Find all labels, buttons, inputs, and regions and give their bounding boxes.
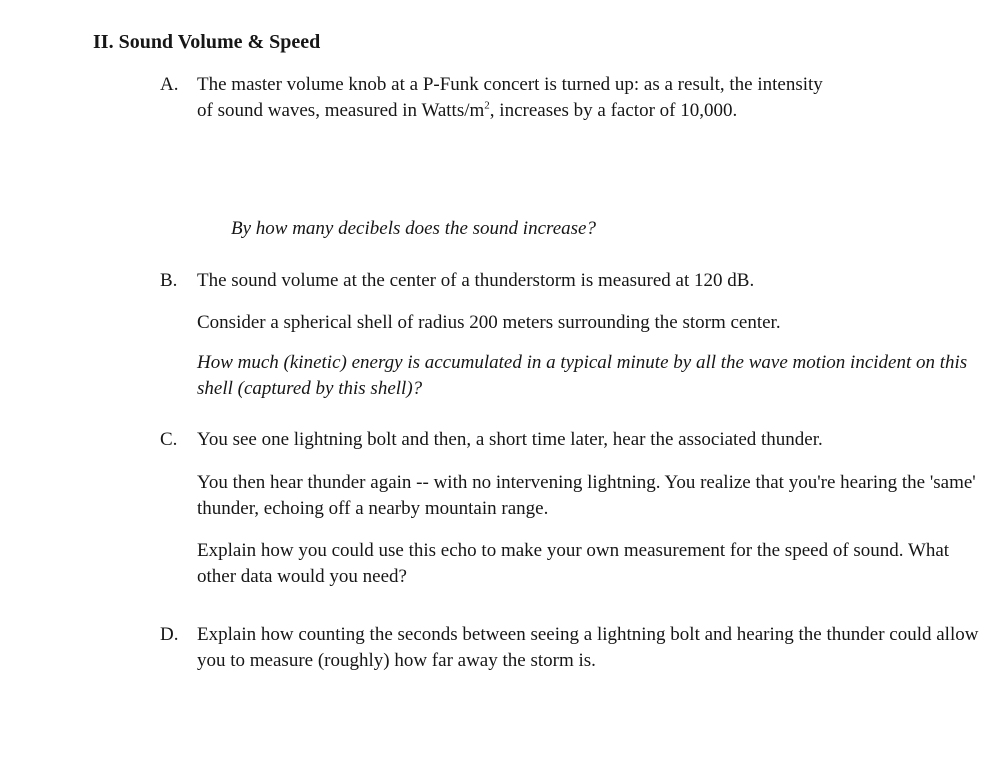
section-title: II. Sound Volume & Speed [93,31,321,53]
problem-a-marker: A. [160,74,179,95]
problem-a-superscript: 2 [484,99,490,112]
problem-a-question: By how many decibels does the sound increase? [231,218,596,239]
problem-d-marker: D. [160,624,179,645]
problem-d [160,622,990,674]
problem-a-line2-post: , increases by a factor of 10,000. [489,100,738,121]
problem-b-question: How much (kinetic) energy is accumulated in a typical minute by all the wave motion incident on this shell (captured by this shell)? [197,352,968,399]
problem-a-text [197,72,987,124]
problem-a [160,72,990,124]
problem-c-marker: C. [160,429,178,450]
problem-a-line2-pre: of sound waves, measured in Watts/m [197,100,485,121]
problem-c [160,427,990,590]
problem-d-para1: Explain how counting the seconds between seeing a lightning bolt and hearing the thunder could allow you to measure (roughly) how far away the storm is. [197,624,979,671]
problem-c-para1: You see one lightning bolt and then, a short time later, hear the associated thunder. [197,429,823,450]
problem-c-para3: Explain how you could use this echo to make your own measurement for the speed of sound. What other data would you need? [197,540,950,587]
problem-b-para1: The sound volume at the center of a thunderstorm is measured at 120 dB. [197,270,755,291]
problem-b-marker: B. [160,270,178,291]
problem-c-para2: You then hear thunder again -- with no intervening lightning. You realize that you're hearing the 'same' thunder, echoing off a nearby mountain range. [197,472,976,519]
problem-b-para2: Consider a spherical shell of radius 200 meters surrounding the storm center. [197,312,781,333]
problem-a-line1: The master volume knob at a P-Funk concert is turned up: as a result, the intensity [197,74,823,95]
problem-b [160,268,990,402]
